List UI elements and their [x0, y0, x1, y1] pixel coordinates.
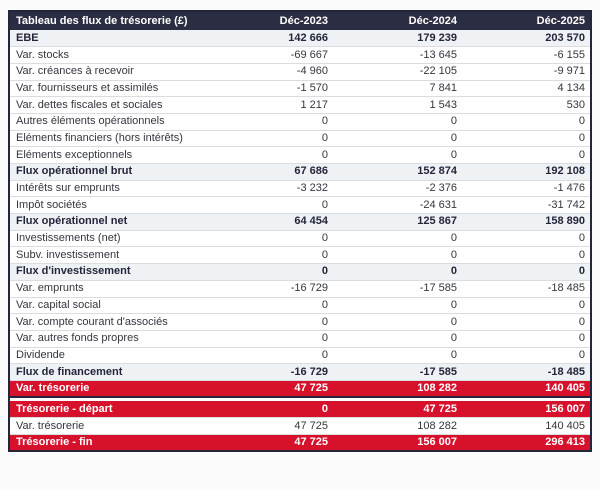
table-row: [9, 63, 591, 80]
table-row: [9, 130, 591, 147]
row-label: Flux opérationnel brut: [9, 164, 203, 181]
column-header-dec-2023: Déc-2023: [203, 11, 333, 30]
cell-value: 0: [203, 401, 333, 418]
cell-value: 158 890: [462, 214, 591, 231]
cell-value: 0: [462, 130, 591, 147]
row-label: Var. compte courant d'associés: [9, 314, 203, 331]
cell-value: 47 725: [203, 435, 333, 452]
cell-value: 0: [203, 264, 333, 281]
row-label: Autres éléments opérationnels: [9, 113, 203, 130]
cashflow-table: [8, 10, 592, 452]
cell-value: 1 217: [203, 97, 333, 114]
table-row: [9, 197, 591, 214]
cell-value: 192 108: [462, 164, 591, 181]
cell-value: 0: [203, 147, 333, 164]
column-header-dec-2024: Déc-2024: [333, 11, 462, 30]
cell-value: 0: [203, 130, 333, 147]
cell-value: 0: [333, 264, 462, 281]
row-label: Var. capital social: [9, 297, 203, 314]
row-label: Subv. investissement: [9, 247, 203, 264]
table-row: [9, 214, 591, 231]
cell-value: 47 725: [203, 380, 333, 397]
row-label: Var. dettes fiscales et sociales: [9, 97, 203, 114]
row-label: Var. stocks: [9, 47, 203, 64]
row-label: Eléments exceptionnels: [9, 147, 203, 164]
cell-value: -18 485: [462, 280, 591, 297]
table-row: [9, 364, 591, 381]
row-label: Intérêts sur emprunts: [9, 180, 203, 197]
cell-value: 0: [333, 230, 462, 247]
row-label: Var. emprunts: [9, 280, 203, 297]
row-label: Trésorerie - départ: [9, 401, 203, 418]
table-title: Tableau des flux de trésorerie (£): [9, 11, 203, 30]
cell-value: 4 134: [462, 80, 591, 97]
table-row: [9, 435, 591, 452]
cell-value: 64 454: [203, 214, 333, 231]
table-row: [9, 147, 591, 164]
cell-value: 0: [333, 130, 462, 147]
table-row: [9, 380, 591, 397]
table-row: [9, 180, 591, 197]
table-row: [9, 314, 591, 331]
cell-value: 142 666: [203, 30, 333, 47]
row-label: Var. trésorerie: [9, 418, 203, 435]
cell-value: 0: [333, 347, 462, 364]
cell-value: 296 413: [462, 435, 591, 452]
cell-value: 0: [203, 113, 333, 130]
cell-value: -22 105: [333, 63, 462, 80]
cell-value: 0: [203, 297, 333, 314]
cell-value: 0: [203, 330, 333, 347]
row-label: Var. créances à recevoir: [9, 63, 203, 80]
row-label: Flux de financement: [9, 364, 203, 381]
cell-value: -1 570: [203, 80, 333, 97]
cell-value: -17 585: [333, 280, 462, 297]
cell-value: -13 645: [333, 47, 462, 64]
row-label: Impôt sociétés: [9, 197, 203, 214]
cell-value: 156 007: [333, 435, 462, 452]
cell-value: 125 867: [333, 214, 462, 231]
cell-value: 0: [203, 347, 333, 364]
cashflow-table-container: [8, 10, 590, 452]
cell-value: -2 376: [333, 180, 462, 197]
table-row: [9, 330, 591, 347]
table-row: [9, 30, 591, 47]
cell-value: 0: [462, 330, 591, 347]
cell-value: -6 155: [462, 47, 591, 64]
cell-value: -3 232: [203, 180, 333, 197]
cell-value: 47 725: [203, 418, 333, 435]
header-row: [9, 11, 591, 30]
table-row: [9, 264, 591, 281]
table-row: [9, 280, 591, 297]
cell-value: 179 239: [333, 30, 462, 47]
row-label: EBE: [9, 30, 203, 47]
cell-value: 0: [203, 197, 333, 214]
table-body: [9, 30, 591, 451]
row-label: Trésorerie - fin: [9, 435, 203, 452]
table-row: [9, 401, 591, 418]
row-label: Var. trésorerie: [9, 380, 203, 397]
cell-value: -24 631: [333, 197, 462, 214]
cell-value: -9 971: [462, 63, 591, 80]
row-label: Dividende: [9, 347, 203, 364]
row-label: Flux opérationnel net: [9, 214, 203, 231]
cell-value: -4 960: [203, 63, 333, 80]
table-row: [9, 97, 591, 114]
cell-value: 0: [203, 230, 333, 247]
cell-value: 530: [462, 97, 591, 114]
table-row: [9, 164, 591, 181]
row-label: Var. fournisseurs et assimilés: [9, 80, 203, 97]
cell-value: 47 725: [333, 401, 462, 418]
cell-value: -31 742: [462, 197, 591, 214]
cell-value: 0: [462, 113, 591, 130]
table-row: [9, 418, 591, 435]
cell-value: 0: [462, 247, 591, 264]
cell-value: 108 282: [333, 418, 462, 435]
row-label: Flux d'investissement: [9, 264, 203, 281]
cell-value: 108 282: [333, 380, 462, 397]
cell-value: 0: [203, 314, 333, 331]
cell-value: 0: [333, 314, 462, 331]
cell-value: 0: [333, 147, 462, 164]
table-row: [9, 247, 591, 264]
cell-value: 0: [462, 347, 591, 364]
cell-value: 156 007: [462, 401, 591, 418]
cell-value: 1 543: [333, 97, 462, 114]
column-header-dec-2025: Déc-2025: [462, 11, 591, 30]
cell-value: 0: [462, 314, 591, 331]
cell-value: 7 841: [333, 80, 462, 97]
cell-value: 0: [333, 247, 462, 264]
cell-value: 0: [462, 297, 591, 314]
cell-value: 0: [333, 330, 462, 347]
table-row: [9, 80, 591, 97]
table-row: [9, 347, 591, 364]
cell-value: -16 729: [203, 280, 333, 297]
cell-value: 140 405: [462, 418, 591, 435]
row-label: Investissements (net): [9, 230, 203, 247]
cell-value: 0: [333, 113, 462, 130]
table-row: [9, 113, 591, 130]
cell-value: -18 485: [462, 364, 591, 381]
table-row: [9, 297, 591, 314]
cell-value: 203 570: [462, 30, 591, 47]
cell-value: -17 585: [333, 364, 462, 381]
row-label: Eléments financiers (hors intérêts): [9, 130, 203, 147]
cell-value: 0: [462, 147, 591, 164]
row-label: Var. autres fonds propres: [9, 330, 203, 347]
cell-value: -69 667: [203, 47, 333, 64]
cell-value: 0: [203, 247, 333, 264]
cell-value: -16 729: [203, 364, 333, 381]
cell-value: 0: [462, 230, 591, 247]
cell-value: 0: [333, 297, 462, 314]
cell-value: 0: [462, 264, 591, 281]
cell-value: 152 874: [333, 164, 462, 181]
cell-value: 140 405: [462, 380, 591, 397]
cell-value: 67 686: [203, 164, 333, 181]
cell-value: -1 476: [462, 180, 591, 197]
table-row: [9, 47, 591, 64]
table-row: [9, 230, 591, 247]
